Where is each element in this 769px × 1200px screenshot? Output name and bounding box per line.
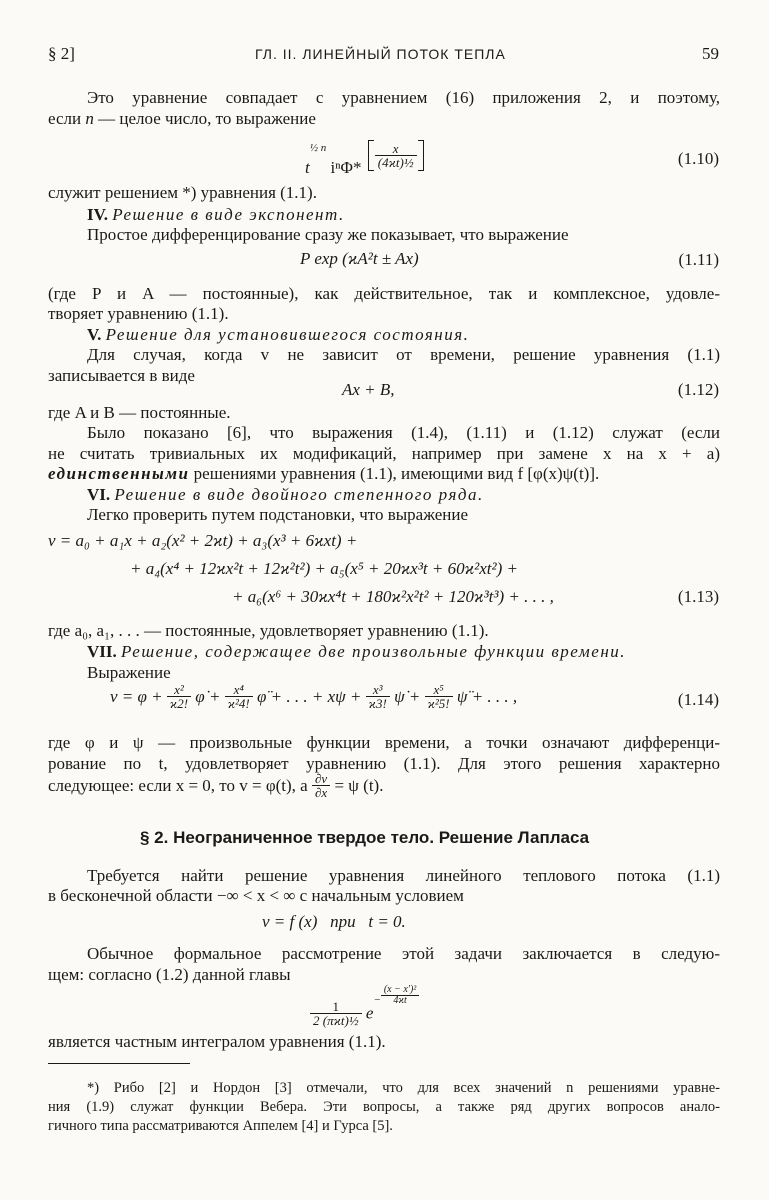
- paragraph-line: если n — целое число, то выражение: [48, 109, 316, 128]
- paragraph-line: творяет уравнению (1.1).: [48, 304, 229, 323]
- paragraph-line: Простое дифференцирование сразу же показывает, что выражение: [87, 225, 569, 244]
- subsection-heading: VI. Решение в виде двойного степенного ряда.: [87, 485, 484, 504]
- subsection-heading: IV. Решение в виде экспонент.: [87, 205, 345, 224]
- paragraph-line: Это уравнение совпадает с уравнением (16) приложения 2, и поэтому,: [87, 88, 720, 107]
- paragraph-line: является частным интегралом уравнения (1.1).: [48, 1032, 386, 1051]
- paragraph-line: где A и B — постоянные.: [48, 403, 231, 422]
- paragraph-line: в бесконечной области −∞ < x < ∞ с начальным условием: [48, 886, 464, 905]
- equation-label: (1.11): [678, 250, 719, 269]
- section-heading: § 2. Неограниченное твердое тело. Решение Лапласа: [140, 828, 590, 847]
- equation-label: (1.14): [677, 690, 719, 709]
- equation-1-13-line3: + a₆(x⁶ + 30ϰx⁴t + 180ϰ²x²t² + 120ϰ³t³) + . . . ,: [232, 587, 554, 606]
- paragraph-line: не считать тривиальных их модификаций, например при замене x на x + a): [48, 444, 720, 463]
- footnote-line: ния (1.9) служат функции Вебера. Эти вопросы, а также ряд других вопросов анало-: [48, 1099, 720, 1115]
- equation-1-14: v = φ + $\frac{\text{x²}}{ϰ2!}$ φ̇ + $\frac{\text{x⁴}}{\text{ϰ²4!}}$ φ̈ + . . . + xψ + $\frac{\text{x³}}{ϰ3!}$ ψ̇ + $\frac{\text{x⁵}}{\text{ϰ²5!}}$ ψ̈ + . . . ,: [110, 682, 518, 711]
- equation-label: (1.13): [677, 587, 719, 606]
- paragraph-line: (где P и A — постоянные), как действительное, так и комплексное, удовле-: [48, 284, 720, 303]
- paragraph-line: Обычное формальное рассмотрение этой задачи заключается в следую-: [87, 944, 720, 963]
- laplace-integral: $\frac{1}{\text{2 (πϰt)½}}$ e− $\frac{\text{(x − x′)²}}{4ϰt}$: [310, 985, 419, 1027]
- equation-label: (1.10): [677, 149, 719, 168]
- paragraph-line: Было показано [6], что выражения (1.4), (1.11) и (1.12) служат (если: [87, 423, 720, 442]
- initial-condition: v = f (x) при t = 0.: [262, 912, 406, 931]
- equation-1-10: $t^{\frac{1}{2} n}$ iⁿΦ* $\frac{x}{\text{(4ϰt)½}}$: [305, 140, 424, 171]
- footnote-line: гичного типа рассматриваются Аппелем [4] и Гурса [5].: [48, 1118, 393, 1134]
- paragraph-line: Требуется найти решение уравнения линейного теплового потока (1.1): [87, 866, 720, 885]
- footnote-line: *) Рибо [2] и Нордон [3] отмечали, что для всех значений n решениями уравне-: [87, 1080, 720, 1096]
- paragraph-line: Выражение: [87, 663, 171, 682]
- paragraph-line: единственными решениями уравнения (1.1), имеющими вид f [φ(x)ψ(t)].: [48, 464, 600, 483]
- equation-label: (1.12): [677, 380, 719, 399]
- paragraph-line: записывается в виде: [48, 366, 195, 385]
- paragraph-line: где a₀, a₁, . . . — постоянные, удовлетворяет уравнению (1.1).: [48, 621, 489, 640]
- subsection-heading: VII. Решение, содержащее две произвольные функции времени.: [87, 642, 626, 661]
- paragraph-line: следующее: если x = 0, то v = φ(t), а $\frac{\partial v}{\partial x}$ = ψ (t).: [48, 771, 384, 800]
- paragraph-line: служит решением *) уравнения (1.1).: [48, 183, 317, 202]
- paragraph-line: рование по t, удовлетворяет уравнению (1.1). Для этого решения характерно: [48, 754, 720, 773]
- equation-1-11: P exp (ϰA²t ± Ax): [300, 249, 419, 268]
- header-section: § 2]: [48, 44, 75, 63]
- subsection-heading: V. Решение для установившегося состояния.: [87, 325, 470, 344]
- equation-1-13-line1: v = a₀ + a₁x + a₂(x² + 2ϰt) + a₃(x³ + 6ϰxt) +: [48, 531, 358, 550]
- running-title: ГЛ. II. ЛИНЕЙНЫЙ ПОТОК ТЕПЛА: [255, 46, 506, 62]
- equation-1-12: Ax + B,: [342, 380, 395, 399]
- paragraph-line: Легко проверить путем подстановки, что выражение: [87, 505, 469, 524]
- equation-1-13-line2: + a₄(x⁴ + 12ϰx²t + 12ϰ²t²) + a₅(x⁵ + 20ϰx³t + 60ϰ²xt²) +: [130, 559, 519, 578]
- paragraph-line: щем: согласно (1.2) данной главы: [48, 965, 291, 984]
- footnote-divider: [48, 1063, 190, 1064]
- page-number: 59: [702, 44, 719, 63]
- paragraph-line: где φ и ψ — произвольные функции времени, а точки означают дифференци-: [48, 733, 720, 752]
- paragraph-line: Для случая, когда v не зависит от времени, решение уравнения (1.1): [87, 345, 720, 364]
